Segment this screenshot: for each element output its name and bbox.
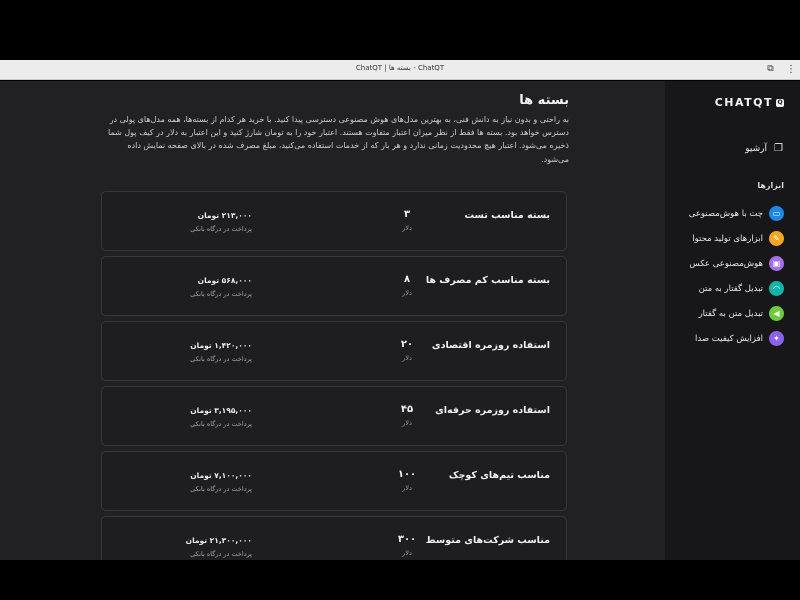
package-name: استفاده روزمره حرفه‌ای (435, 405, 550, 416)
package-price: ۵۶۸,۰۰۰ تومان (197, 276, 252, 285)
sidebar-tool-label: افزایش کیفیت صدا (695, 333, 763, 344)
package-payment-note: پرداخت در درگاه بانکی (190, 290, 252, 298)
archive-link[interactable] (745, 143, 784, 154)
logo[interactable] (715, 96, 784, 109)
package-dollar-unit: دلار (402, 484, 412, 492)
package-price: ۲۱۳,۰۰۰ تومان (197, 211, 252, 220)
package-payment-note: پرداخت در درگاه بانکی (190, 485, 252, 493)
image-icon: ▣ (769, 256, 784, 271)
tools-heading: ابزارها (757, 181, 784, 190)
archive-label: آرشیو (745, 143, 767, 154)
package-dollar-unit: دلار (402, 354, 412, 362)
package-payment-note: پرداخت در درگاه بانکی (190, 225, 252, 233)
package-dollar-amount: ۳۰۰ (397, 534, 417, 545)
sidebar-tool-label: تبدیل گفتار به متن (698, 283, 763, 294)
package-card[interactable] (101, 321, 567, 381)
package-dollar-unit: دلار (402, 289, 412, 297)
sidebar-tool-item[interactable] (674, 251, 784, 276)
main-content (0, 81, 665, 560)
sidebar-tool-item[interactable] (674, 201, 784, 226)
package-name: بسته مناسب تست (464, 210, 550, 221)
package-price: ۷,۱۰۰,۰۰۰ تومان (190, 471, 252, 480)
package-card[interactable] (101, 386, 567, 446)
package-payment-note: پرداخت در درگاه بانکی (190, 550, 252, 558)
package-name: مناسب شرکت‌های متوسط (425, 535, 550, 546)
sidebar-tool-item[interactable] (674, 301, 784, 326)
sidebar-tool-item[interactable] (674, 326, 784, 351)
headphones-icon: ◠ (769, 281, 784, 296)
package-dollar-unit: دلار (402, 224, 412, 232)
package-payment-note: پرداخت در درگاه بانکی (190, 420, 252, 428)
package-dollar-unit: دلار (402, 549, 412, 557)
intro-text: به راحتی و بدون نیاز به دانش فنی، به بهترین مدل‌های هوش مصنوعی دسترسی پیدا کنید. با خرید هر کدام از بسته‌ها، همه مدل‌های پولی در دسترس خواهد بود. بسته ها فقط از نظر میزان اعتبار متفاوت هستند. اعتبار خود را به تومان شارژ کنید و این اعتبار به دلار در کیف پول شما ذخیره می‌شود. اعتبار هیچ محدودیت زمانی ندارد و هر بار که از خدمات استفاده می‌کنید، مبلغ مصرف شده در بالای صفحه نمایش داده می‌شود. (108, 115, 569, 164)
page-title: بسته ها (519, 93, 569, 108)
package-card[interactable] (101, 451, 567, 511)
tools-list (674, 201, 784, 351)
app-viewport (0, 81, 800, 560)
package-dollar-amount: ۳ (403, 209, 411, 220)
sidebar-tool-item[interactable] (674, 226, 784, 251)
more-options-icon[interactable]: ⋮ (786, 64, 796, 75)
package-dollar-amount: ۸ (403, 274, 411, 285)
logo-mark-icon: Q (777, 98, 783, 106)
package-name: استفاده روزمره اقتصادی (431, 340, 550, 351)
package-dollar-amount: ۲۰ (400, 339, 414, 350)
pencil-icon: ✎ (769, 231, 784, 246)
speaker-icon: ◀ (769, 306, 784, 321)
package-dollar-unit: دلار (402, 419, 412, 427)
sidebar-tool-label: تبدیل متن به گفتار (698, 308, 763, 319)
packages-list (101, 191, 567, 560)
extensions-icon[interactable]: ⧉ (767, 64, 774, 74)
sidebar-tool-label: ابزارهای تولید محتوا (692, 233, 763, 244)
window-titlebar (0, 60, 800, 80)
sidebar-tool-item[interactable] (674, 276, 784, 301)
sidebar-tool-label: چت با هوش‌مصنوعی (688, 208, 763, 219)
package-card[interactable] (101, 191, 567, 251)
logo-text: CHATQT (714, 96, 773, 109)
window-title: ChatQT - بسته ها | ChatQT (355, 64, 445, 72)
package-dollar-amount: ۱۰۰ (397, 469, 417, 480)
archive-icon: ❐ (774, 143, 783, 154)
package-card[interactable] (101, 516, 567, 560)
sidebar-tool-label: هوش‌مصنوعی عکس (689, 258, 763, 269)
sparkle-icon: ✦ (769, 331, 784, 346)
chat-icon: ▭ (769, 206, 784, 221)
package-name: مناسب تیم‌های کوچک (448, 470, 550, 481)
package-price: ۳,۱۹۵,۰۰۰ تومان (190, 406, 252, 415)
package-price: ۱,۴۲۰,۰۰۰ تومان (190, 341, 252, 350)
package-card[interactable] (101, 256, 567, 316)
sidebar (665, 81, 800, 560)
package-price: ۲۱,۳۰۰,۰۰۰ تومان (185, 536, 252, 545)
package-payment-note: پرداخت در درگاه بانکی (190, 355, 252, 363)
package-name: بسته مناسب کم مصرف ها (425, 275, 550, 286)
package-dollar-amount: ۴۵ (400, 404, 414, 415)
